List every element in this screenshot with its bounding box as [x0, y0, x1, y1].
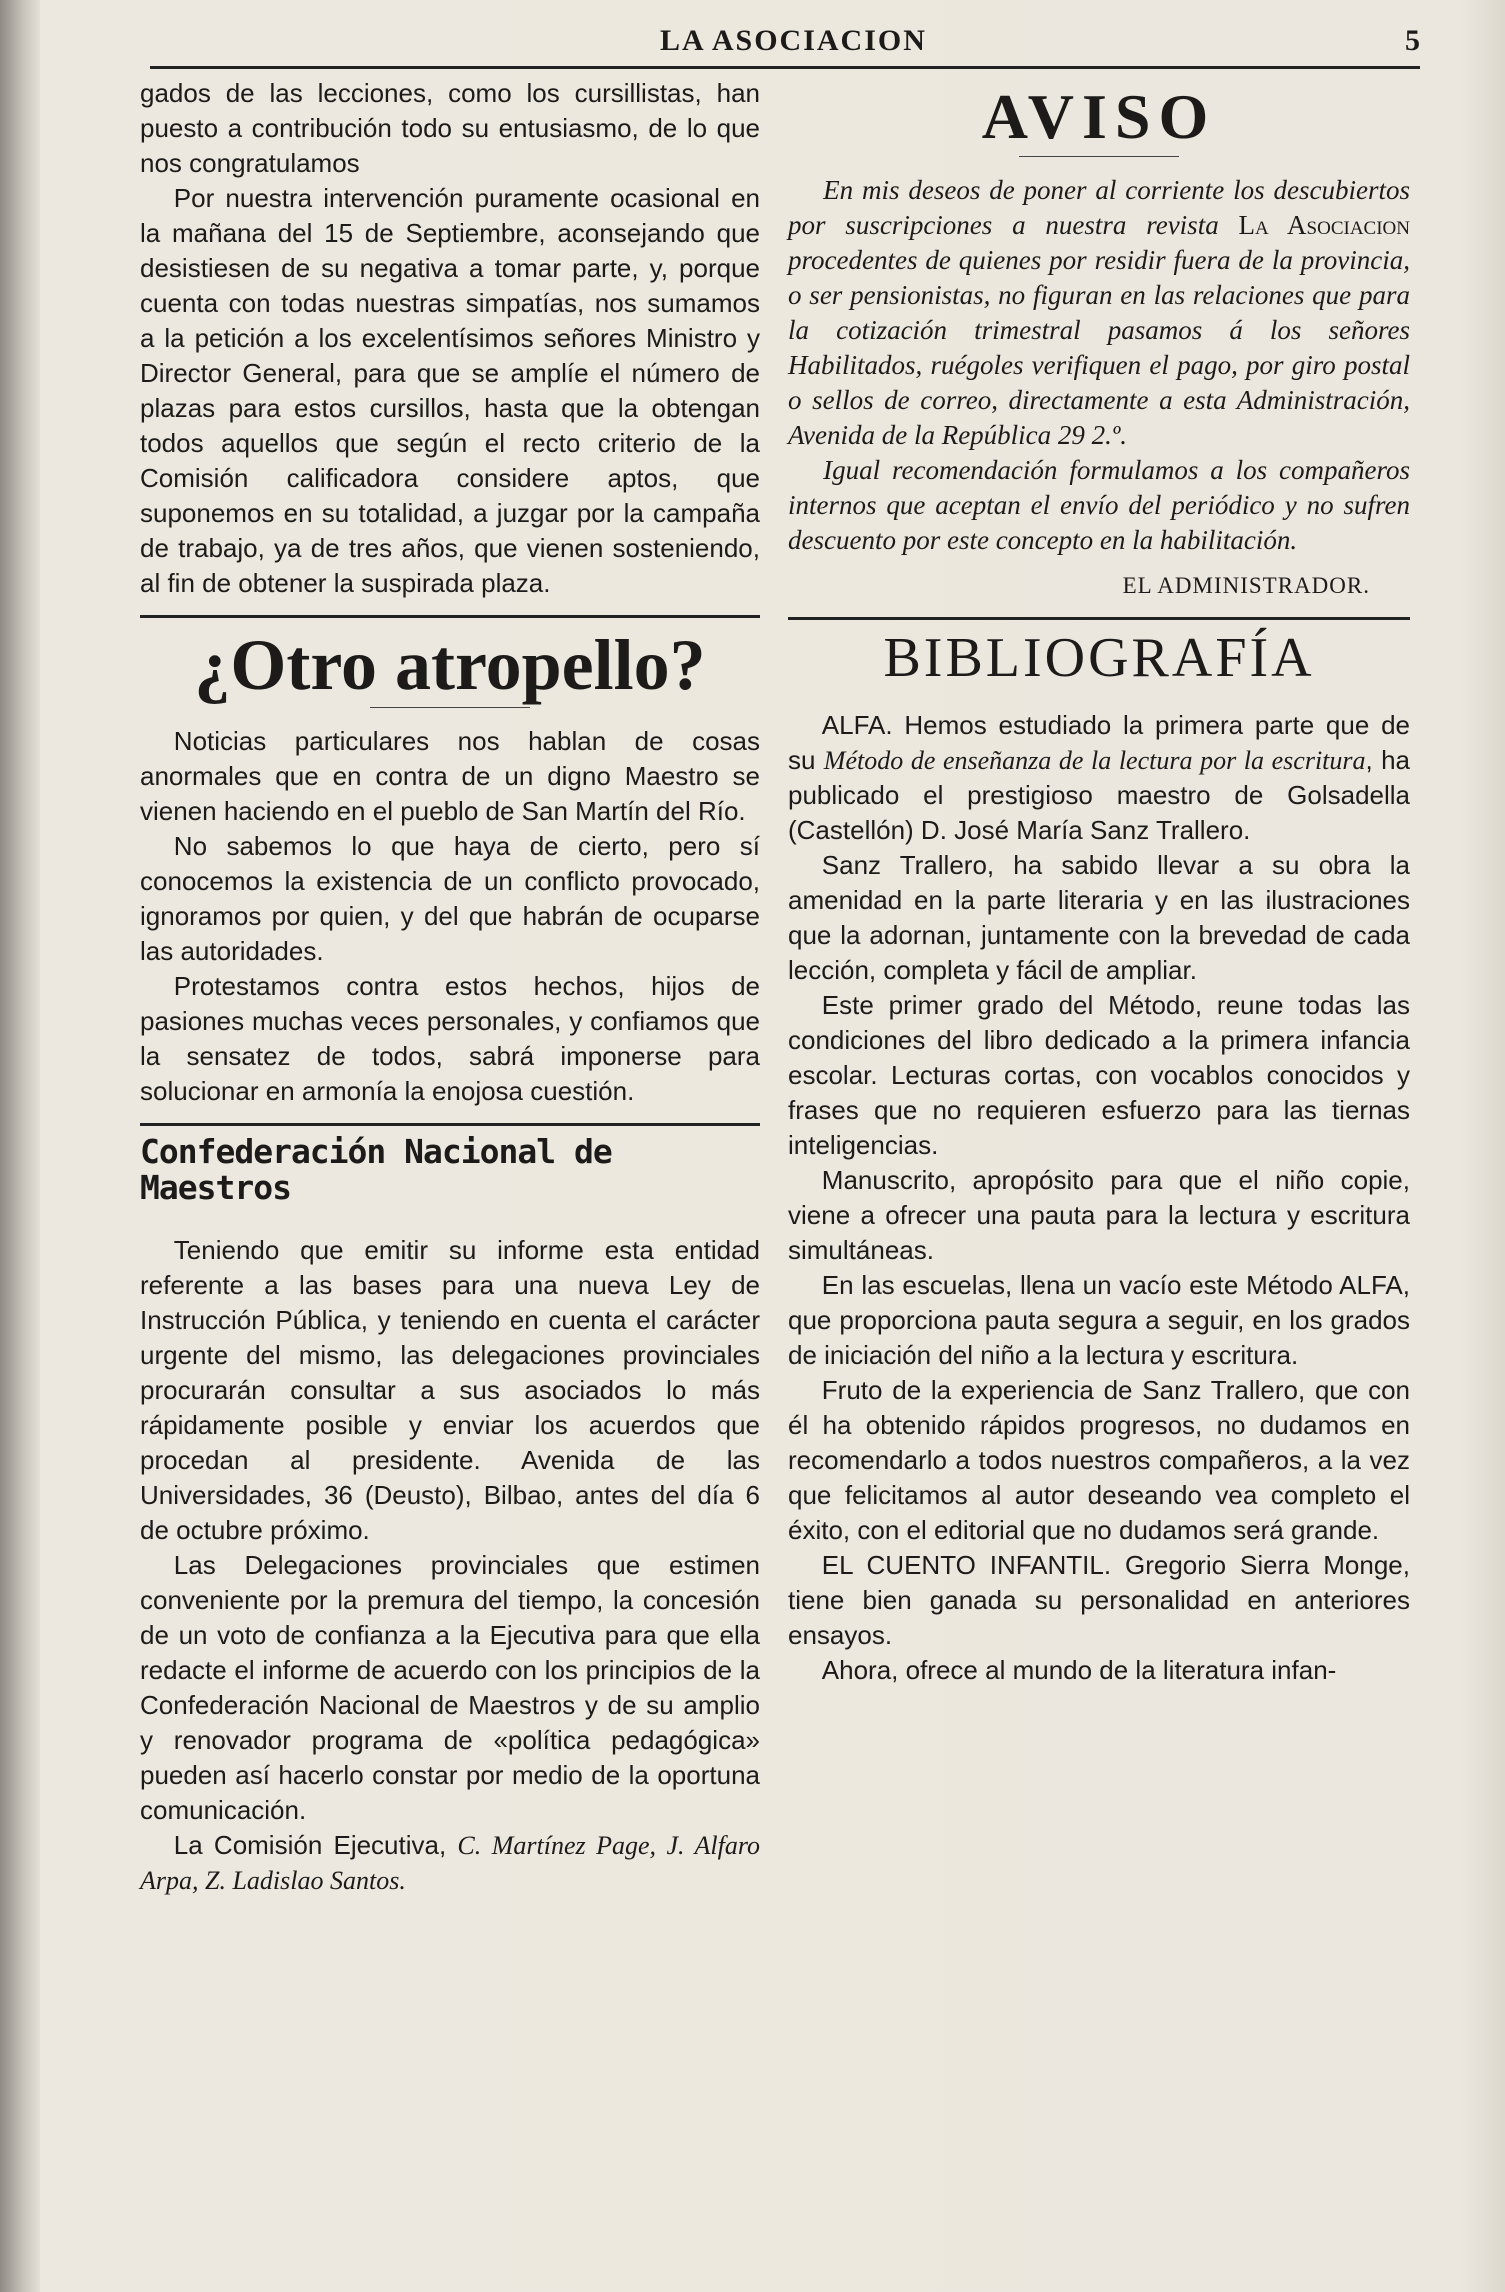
- bibliografia-paragraph: Sanz Trallero, ha sabido llevar a su obra la amenidad en la parte literaria y en las ilustraciones que la adornan, juntamente con la brevedad de cada lección, completa y fácil de ampliar.: [788, 849, 1410, 985]
- section-divider: [140, 615, 760, 618]
- bibliografia-paragraph: Ahora, ofrece al mundo de la literatura infan-: [821, 1654, 1337, 1685]
- right-column: [788, 76, 1410, 1688]
- left-column: [140, 76, 760, 1898]
- confederacion-headline: Confederación Nacional de Maestros: [140, 1132, 612, 1208]
- section-divider: [140, 1123, 760, 1126]
- aviso-paragraph: [788, 173, 1410, 453]
- running-title: LA ASOCIACION: [660, 24, 927, 57]
- page-header: [120, 18, 1420, 70]
- bibliografia-headline: BIBLIOGRAFÍA: [883, 627, 1315, 690]
- intro-paragraph: Por nuestra intervención puramente ocasional en la mañana del 15 de Septiembre, aconsejando que desistiesen de su negativa a tomar parte, y, porque cuenta con todas nuestras simpatías, nos sumamos a la petición a los excelentísimos señores Ministro y Director General, para que se amplíe el número de plazas para estos cursillos, hasta que la obtengan todos aquellos que según el recto criterio de la Comisión calificadora considere aptos, que suponemos en su totalidad, a juzgar por la campaña de trabajo, ya de tres años, que vienen sosteniendo, al fin de obtener la suspirada plaza.: [140, 183, 760, 598]
- otro-paragraph: Noticias particulares nos hablan de cosas anormales que en contra de un digno Maestro se vienen haciendo en el pueblo de San Martín del Río.: [140, 726, 760, 827]
- bibliografia-paragraph: En las escuelas, llena un vacío este Método ALFA, que proporciona pauta segura a seguir, en los grados de iniciación del niño a la lectura y escritura.: [788, 1269, 1410, 1370]
- bibliografia-paragraph: Este primer grado del Método, reune todas las condiciones del libro dedicado a la primera infancia escolar. Lecturas cortas, con vocablos conocidos y frases que no requieren esfuerzo para las tiernas inteligencias.: [788, 989, 1410, 1160]
- bibliografia-paragraph: [788, 708, 1410, 848]
- headline-underline: [370, 707, 530, 708]
- book-title: Método de enseñanza de la lectura por la escritura: [823, 745, 1366, 775]
- aviso-text: procedentes de quienes por residir fuera de la provincia, o ser pensionistas, no figuran en las relaciones que para la cotización trimestral pasamos á los señores Habilitados, ruégoles verifiquen el pago, por giro postal o sellos de correo, directamente a esta Administración, Avenida de la República 29 2.º.: [788, 245, 1410, 451]
- otro-paragraph: No sabemos lo que haya de cierto, pero sí conocemos la existencia de un conflicto provocado, ignoramos por quien, y del que habrán de ocuparse las autoridades.: [140, 831, 760, 967]
- page-binding-shadow: [0, 0, 40, 2292]
- signature-names: C. Martínez Page, J. Alfaro Arpa, Z. Ladislao Santos.: [140, 1830, 760, 1895]
- confederacion-signature: [140, 1828, 760, 1898]
- magazine-name: La Asociacion: [1238, 210, 1410, 241]
- signature-prefix: La Comisión Ejecutiva,: [173, 1829, 447, 1860]
- aviso-signature: EL ADMINISTRADOR.: [1122, 573, 1370, 599]
- section-divider: [788, 617, 1410, 620]
- confederacion-paragraph: Las Delegaciones provinciales que estimen conveniente por la premura del tiempo, la concesión de un voto de confianza a la Ejecutiva para que ella redacte el informe de acuerdo con los principios de la Confederación Nacional de Maestros y de su amplio y renovador programa de «política pedagógica» pueden así hacerlo constar por medio de la oportuna comunicación.: [140, 1549, 760, 1825]
- intro-paragraph: gados de las lecciones, como los cursillistas, han puesto a contribución todo su entusiasmo, de lo que nos congratulamos: [140, 78, 760, 178]
- biblio-text: ALFA. Hemos estudiado la primera parte que de su: [788, 709, 1410, 775]
- biblio-text: , ha publicado el prestigioso maestro de Golsadella (Castellón) D. José María Sanz Trallero.: [788, 744, 1410, 845]
- aviso-headline: AVISO: [981, 81, 1217, 152]
- aviso-paragraph: Igual recomendación formulamos a los compañeros internos que aceptan el envío del periódico y no sufren descuento por este concepto en la habilitación.: [788, 455, 1410, 556]
- bibliografia-paragraph: Fruto de la experiencia de Sanz Trallero, que con él ha obtenido rápidos progresos, no dudamos en recomendarlo a todos nuestros compañeros, a la vez que felicitamos al autor deseando vea completo el éxito, con el editorial que no dudamos será grande.: [788, 1374, 1410, 1545]
- headline-underline: [1019, 156, 1179, 157]
- otro-atropello-headline: ¿Otro atropello?: [194, 625, 706, 705]
- bibliografia-paragraph: EL CUENTO INFANTIL. Gregorio Sierra Monge, tiene bien ganada su personalidad en anteriores ensayos.: [788, 1549, 1410, 1650]
- confederacion-paragraph: Teniendo que emitir su informe esta entidad referente a las bases para una nueva Ley de Instrucción Pública, y teniendo en cuenta el carácter urgente del mismo, las delegaciones provinciales procurarán consultar a sus asociados lo más rápidamente posible y enviar los acuerdos que procedan al presidente. Avenida de las Universidades, 36 (Deusto), Bilbao, antes del día 6 de octubre próximo.: [140, 1234, 760, 1545]
- aviso-text: En mis deseos de poner al corriente los descubiertos por suscripciones a nuestra revista: [788, 175, 1410, 241]
- aviso-body: [788, 173, 1410, 558]
- page-number: 5: [1405, 24, 1420, 57]
- bibliografia-paragraph: Manuscrito, apropósito para que el niño copie, viene a ofrecer una pauta para la lectura y escritura simultáneas.: [788, 1164, 1410, 1265]
- otro-paragraph: Protestamos contra estos hechos, hijos de pasiones muchas veces personales, y confiamos que la sensatez de todos, sabrá imponerse para solucionar en armonía la enojosa cuestión.: [140, 971, 760, 1107]
- header-rule: [150, 66, 1420, 69]
